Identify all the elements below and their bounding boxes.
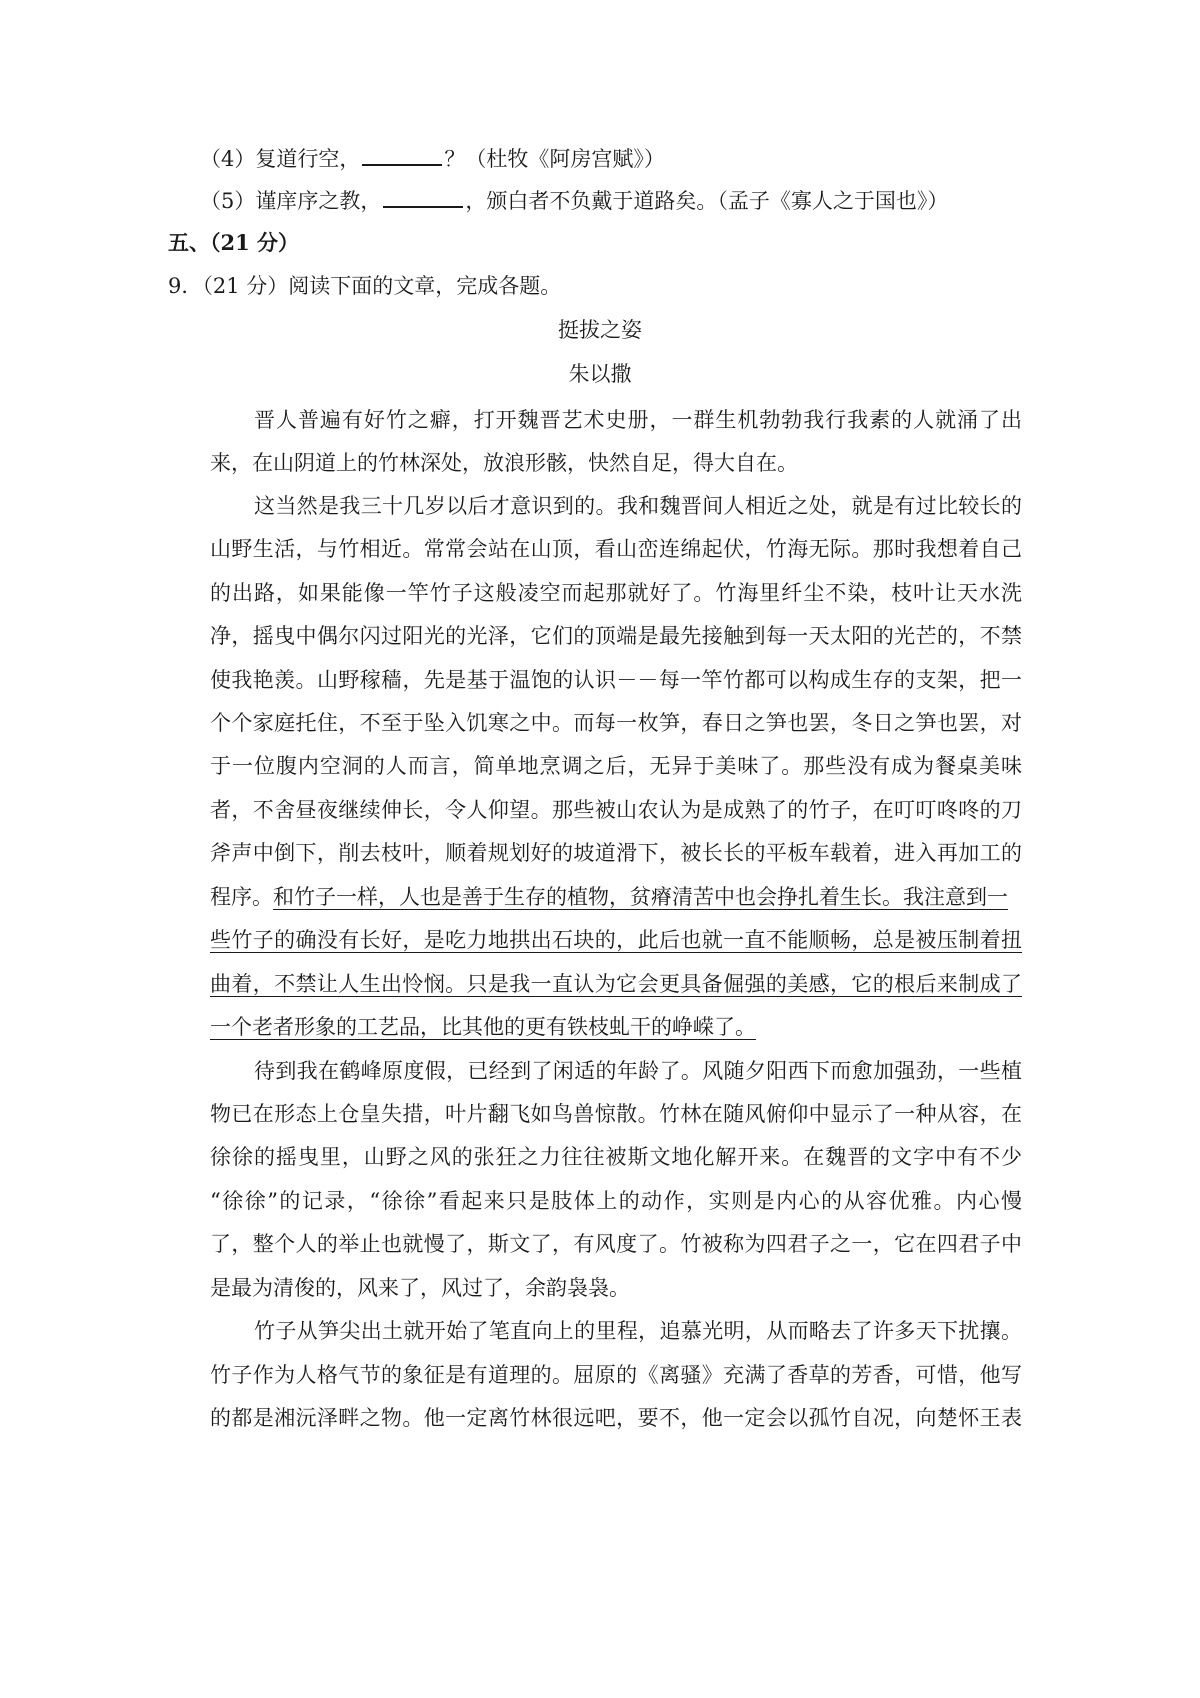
article-line: 物已在形态上仓皇失措，叶片翻飞如鸟兽惊散。竹林在随风俯仰中显示了一种从容，在	[210, 1102, 1022, 1126]
article-line: 了，整个人的举止也就慢了，斯文了，有风度了。竹被称为四君子之一，它在四君子中	[210, 1232, 1022, 1256]
question-prompt: 9．（21 分）阅读下面的文章，完成各题。	[168, 274, 562, 298]
article-line: 来，在山阴道上的竹林深处，放浪形骸，快然自足，得大自在。	[210, 451, 798, 475]
fill-item-after: ，颁白者不负戴于道路矣。（孟子《寡人之于国也》）	[465, 189, 949, 213]
fill-item-number: （4）	[200, 147, 256, 171]
article-line: 竹子从笋尖出土就开始了笔直向上的里程，追慕光明，从而略去了许多天下扰攘。	[254, 1319, 1022, 1343]
fill-item-after: ？（杜牧《阿房宫赋》）	[444, 147, 665, 171]
article-line: 的出路，如果能像一竿竹子这般凌空而起那就好了。竹海里纤尘不染，枝叶让天水洗	[210, 581, 1022, 605]
article-title: 挺拔之姿	[558, 318, 642, 342]
section-heading: 五、（21 分）	[168, 230, 300, 255]
underlined-sentence: 和竹子一样，人也是善于生存的植物，贫瘠清苦中也会挣扎着生长。我注意到一	[273, 885, 1008, 909]
article-line: 山野生活，与竹相近。常常会站在山顶，看山峦连绵起伏，竹海无际。那时我想着自己	[210, 537, 1022, 561]
article-line: 是最为清俊的，风来了，风过了，余韵袅袅。	[210, 1276, 630, 1300]
article-line: 于一位腹内空洞的人而言，简单地烹调之后，无异于美味了。那些没有成为餐桌美味	[210, 754, 1022, 778]
article-line: 竹子作为人格气节的象征是有道理的。屈原的《离骚》充满了香草的芳香，可惜，他写	[210, 1363, 1022, 1387]
underlined-line: 一个老者形象的工艺品，比其他的更有铁枝虬干的峥嵘了。	[210, 1015, 756, 1039]
article-line: 斧声中倒下，削去枝叶，顺着规划好的坡道滑下，被长长的平板车载着，进入再加工的	[210, 841, 1022, 865]
article-author: 朱以撒	[568, 362, 632, 386]
fill-item-number: （5）	[200, 189, 256, 213]
article-line: 净，摇曳中偶尔闪过阳光的光泽，它们的顶端是最先接触到每一天太阳的光芒的，不禁	[210, 624, 1022, 648]
answer-blank[interactable]	[362, 144, 442, 166]
article-line: 徐徐的摇曳里，山野之风的张狂之力往往被斯文地化解开来。在魏晋的文字中有不少	[210, 1145, 1022, 1169]
fill-item-before: 谨庠序之教，	[255, 189, 382, 213]
article-line: 者，不舍昼夜继续伸长，令人仰望。那些被山农认为是成熟了的竹子，在叮叮咚咚的刀	[210, 798, 1022, 822]
fill-item-before: 复道行空，	[255, 147, 361, 171]
article-line: 个个家庭托住，不至于坠入饥寒之中。而每一枚笋，春日之笋也罢，冬日之笋也罢，对	[210, 711, 1022, 735]
answer-blank[interactable]	[383, 186, 463, 208]
fill-item-4	[200, 144, 665, 173]
fill-item-5	[200, 186, 948, 215]
underlined-line: 曲着，不禁让人生出怜悯。只是我一直认为它会更具备倔强的美感，它的根后来制成了	[210, 972, 1022, 996]
article-line-plain: 程序。	[210, 885, 273, 909]
article-line: “徐徐”的记录，“徐徐”看起来只是肢体上的动作，实则是内心的从容优雅。内心慢	[210, 1189, 1022, 1213]
article-line: 使我艳羡。山野稼穑，先是基于温饱的认识－－每一竿竹都可以构成生存的支架，把一	[210, 668, 1022, 692]
article-line: 的都是湘沅泽畔之物。他一定离竹林很远吧，要不，他一定会以孤竹自况，向楚怀王表	[210, 1406, 1022, 1430]
underlined-line: 些竹子的确没有长好，是吃力地拱出石块的，此后也就一直不能顺畅，总是被压制着扭	[210, 928, 1022, 952]
article-line: 晋人普遍有好竹之癖，打开魏晋艺术史册，一群生机勃勃我行我素的人就涌了出	[254, 408, 1022, 432]
article-line-mixed	[210, 883, 1022, 911]
article-line: 这当然是我三十几岁以后才意识到的。我和魏晋间人相近之处，就是有过比较长的	[254, 494, 1022, 518]
article-line: 待到我在鹤峰原度假，已经到了闲适的年龄了。风随夕阳西下而愈加强劲，一些植	[254, 1059, 1022, 1083]
